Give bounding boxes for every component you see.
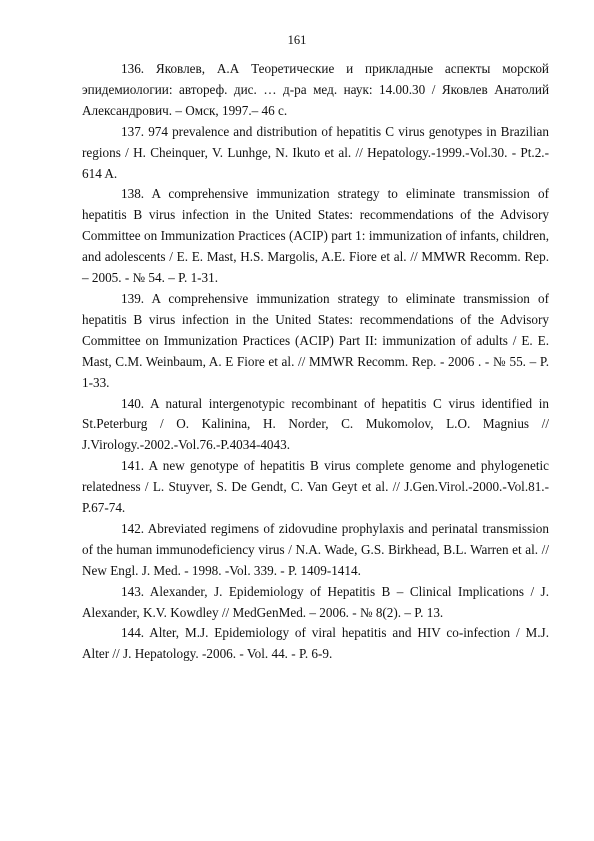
reference-item-138: 138. A comprehensive immunization strategy to eliminate transmission of hepatitis B virus infection in the United States: recommendations of the Advisory Committee on Immunization Practices (ACIP) part 1: immunization of infants, children, and adolescents / E. E. Mast, H.S. Margolis, A.E. Fiore et al. // MMWR Recomm. Rep. – 2005. - № 54. – P. 1-31. xyxy=(82,186,549,286)
page-number: 161 xyxy=(287,33,307,47)
reference-item-142: 142. Abreviated regimens of zidovudine prophylaxis and perinatal transmission of the human immunodeficiency virus / N.A. Wade, G.S. Birkhead, B.L. Warren et al. // New Engl. J. Med. - 1998. -Vol. 339. - P. 1409-1414. xyxy=(82,520,549,578)
reference-item-139: 139. A comprehensive immunization strategy to eliminate transmission of hepatitis B virus infection in the United States: recommendations of the Advisory Committee on Immunization Practices (ACIP) Part II: immunization of adults / E. E. Mast, C.M. Weinbaum, A. E Fiore et al. // MMWR Recomm. Rep. - 2006 . - № 55. – P. 1-33. xyxy=(82,290,549,390)
reference-item-137: 137. 974 prevalence and distribution of hepatitis C virus genotypes in Brazilian regions / H. Cheinquer, V. Lunhge, N. Ikuto et al. // Hepatology.-1999.-Vol.30. - Pt.2.- 614 A. xyxy=(82,123,549,181)
reference-item-140: 140. A natural intergenotypic recombinant of hepatitis C virus identified in St.Peterburg / O. Kalinina, H. Norder, C. Mukomolov, L.O. Magnius // J.Virology.-2002.-Vol.76.-P.4034-4043. xyxy=(82,395,549,453)
reference-item-144: 144. Alter, M.J. Epidemiology of viral hepatitis and HIV co-infection / M.J. Alter // J. Hepatology. -2006. - Vol. 44. - P. 6-9. xyxy=(82,625,549,662)
reference-item-141: 141. A new genotype of hepatitis B virus complete genome and phylogenetic relatedness / L. Stuyver, S. De Gendt, C. Van Geyt et al. // J.Gen.Virol.-2000.-Vol.81.-P.67-74. xyxy=(82,458,549,516)
reference-list xyxy=(82,59,549,665)
reference-item-136: 136. Яковлев, А.А Теоретические и прикладные аспекты морской эпидемиологии: автореф. дис. … д-ра мед. наук: 14.00.30 / Яковлев Анатолий Александрович. – Омск, 1997.– 46 с. xyxy=(82,61,549,118)
reference-item-143: 143. Alexander, J. Epidemiology of Hepatitis B – Clinical Implications / J. Alexander, K.V. Kowdley // MedGenMed. – 2006. - № 8(2). – P. 13. xyxy=(82,583,549,620)
